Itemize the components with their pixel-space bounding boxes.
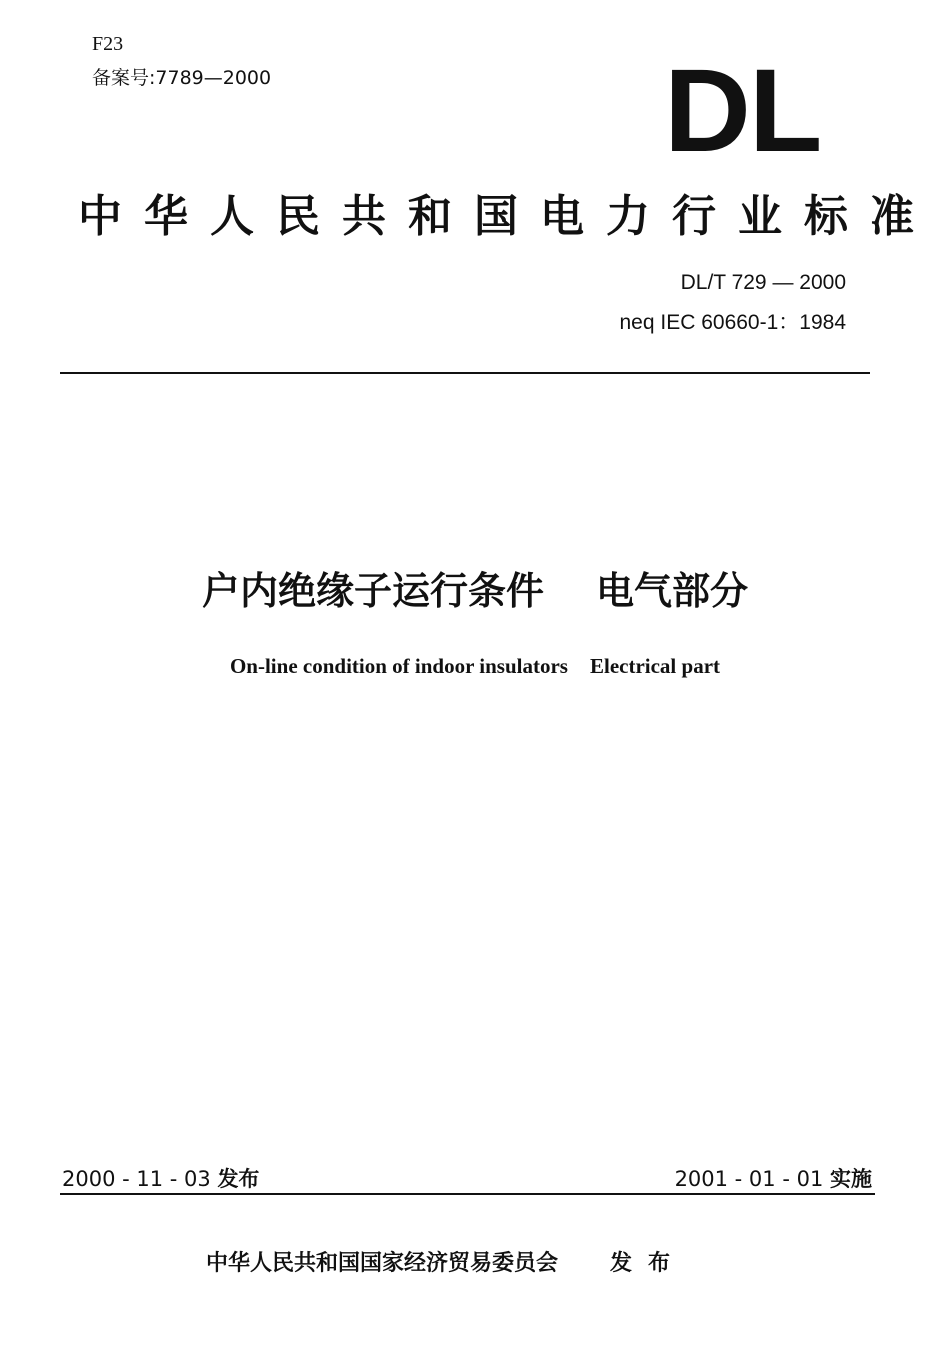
title-english-main: On-line condition of indoor insulators	[229, 654, 568, 678]
standard-number: DL/T 729 — 2000	[680, 271, 846, 294]
issue-date-label: 发布	[217, 1167, 260, 1191]
issuing-authority-name: 中华人民共和国国家经济贸易委员会	[206, 1251, 559, 1276]
organization-title: 中华人民共和国电力行业标准	[78, 191, 936, 242]
bottom-divider	[60, 1193, 875, 1195]
issue-date-value: 2000 - 11 - 03	[62, 1167, 211, 1191]
classification-code: F23	[92, 33, 124, 55]
dl-logo: DL	[664, 45, 821, 177]
title-english-sub: Electrical part	[589, 654, 721, 678]
title-english	[0, 654, 950, 679]
implementation-date	[675, 1163, 872, 1193]
title-chinese-main: 户内绝缘子运行条件	[201, 569, 544, 613]
issuing-authority-action: 发布	[610, 1251, 687, 1276]
title-chinese	[0, 560, 950, 615]
top-divider	[60, 372, 870, 374]
title-chinese-sub: 电气部分	[596, 569, 749, 613]
implementation-date-value: 2001 - 01 - 01	[674, 1167, 824, 1191]
standard-equivalence: neq IEC 60660-1：1984	[619, 311, 846, 334]
issue-date	[62, 1163, 259, 1193]
implementation-date-label: 实施	[830, 1167, 872, 1191]
issuing-authority	[206, 1246, 686, 1277]
record-number: 备案号:7789—2000	[92, 67, 272, 89]
